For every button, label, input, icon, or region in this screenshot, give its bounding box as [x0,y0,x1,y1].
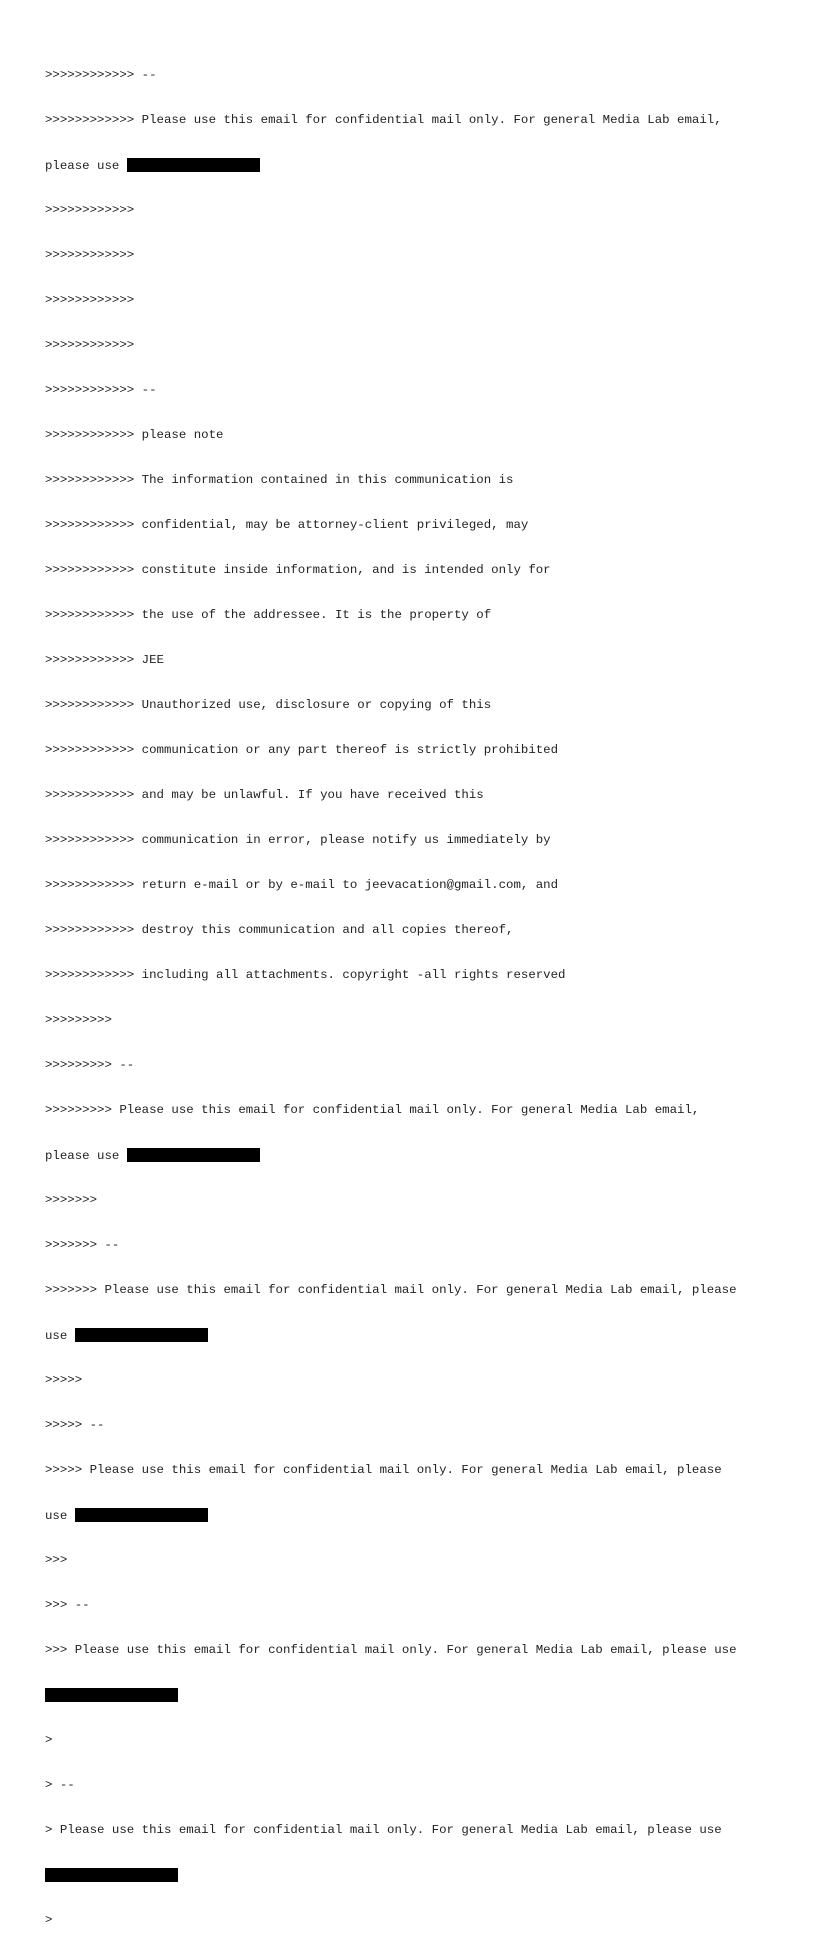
text-line [45,1148,785,1163]
text-line: > Please use this email for confidential mail only. For general Media Lab email, please use [45,1823,722,1837]
text-line: >>> Please use this email for confidential mail only. For general Media Lab email, please use [45,1643,737,1657]
text-line: > [45,1913,53,1927]
text-line: >>>>>>>>>>>> [45,248,135,262]
text-line: >>>>>>>>>>>> [45,293,135,307]
text-line: >>>>>>>>>>>> [45,338,135,352]
text-line [45,1508,785,1523]
text-line: >>>>>>>>>>>> please note [45,428,224,442]
text-line: >>>>> [45,1373,83,1387]
redacted-email-block [45,1688,178,1702]
text-line: >>>>>>>>>>>> and may be unlawful. If you have received this [45,788,484,802]
text-line [45,1868,785,1883]
redacted-email-block [127,1148,260,1162]
text-line: >>>>>>>>>>>> the use of the addressee. It is the property of [45,608,492,622]
text-line: >>>>>>>>>>>> return e-mail or by e-mail to jeevacation@gmail.com, and [45,878,559,892]
text-line: >>>>>>> Please use this email for confidential mail only. For general Media Lab email, please [45,1283,737,1297]
text-line: >>>>> Please use this email for confidential mail only. For general Media Lab email, please [45,1463,722,1477]
text-fragment: use [45,1329,75,1343]
redacted-email-block [45,1868,178,1882]
text-line: >>>>>>>>>>>> Please use this email for confidential mail only. For general Media Lab email, [45,113,722,127]
text-line: >>>>>>>>>>>> Unauthorized use, disclosure or copying of this [45,698,492,712]
text-line: >>>>>>>>>>>> -- [45,68,157,82]
text-line [45,158,785,173]
text-line: >>>>>>>>>>>> JEE [45,653,164,667]
text-line [45,1688,785,1703]
text-line: >>>>>>>>>>>> -- [45,383,157,397]
redacted-email-block [75,1328,208,1342]
text-fragment: please use [45,1149,127,1163]
text-line: >>>>>>>>>>>> constitute inside information, and is intended only for [45,563,551,577]
text-fragment: use [45,1509,75,1523]
text-line: >>>>>>>>>>>> confidential, may be attorney-client privileged, may [45,518,529,532]
text-line: >>>>>>>>>>>> communication or any part thereof is strictly prohibited [45,743,559,757]
text-line: >>>>>>>>>>>> including all attachments. copyright -all rights reserved [45,968,566,982]
text-line: > [45,1733,53,1747]
text-line: >>>>>>> -- [45,1238,120,1252]
text-line: >>> [45,1553,68,1567]
text-line: >>>>> -- [45,1418,105,1432]
text-line: >>>>>>>>> [45,1013,112,1027]
email-document [45,38,785,1943]
text-line [45,1328,785,1343]
text-line: >>>>>>>>> Please use this email for confidential mail only. For general Media Lab email, [45,1103,700,1117]
text-line: >>> -- [45,1598,90,1612]
redacted-email-block [75,1508,208,1522]
text-line: >>>>>>>>> -- [45,1058,135,1072]
redacted-email-block [127,158,260,172]
text-line: >>>>>>> [45,1193,98,1207]
text-fragment: please use [45,159,127,173]
text-line: > -- [45,1778,75,1792]
text-line: >>>>>>>>>>>> [45,203,135,217]
text-line: >>>>>>>>>>>> The information contained in this communication is [45,473,514,487]
text-line: >>>>>>>>>>>> communication in error, please notify us immediately by [45,833,551,847]
text-line: >>>>>>>>>>>> destroy this communication and all copies thereof, [45,923,514,937]
